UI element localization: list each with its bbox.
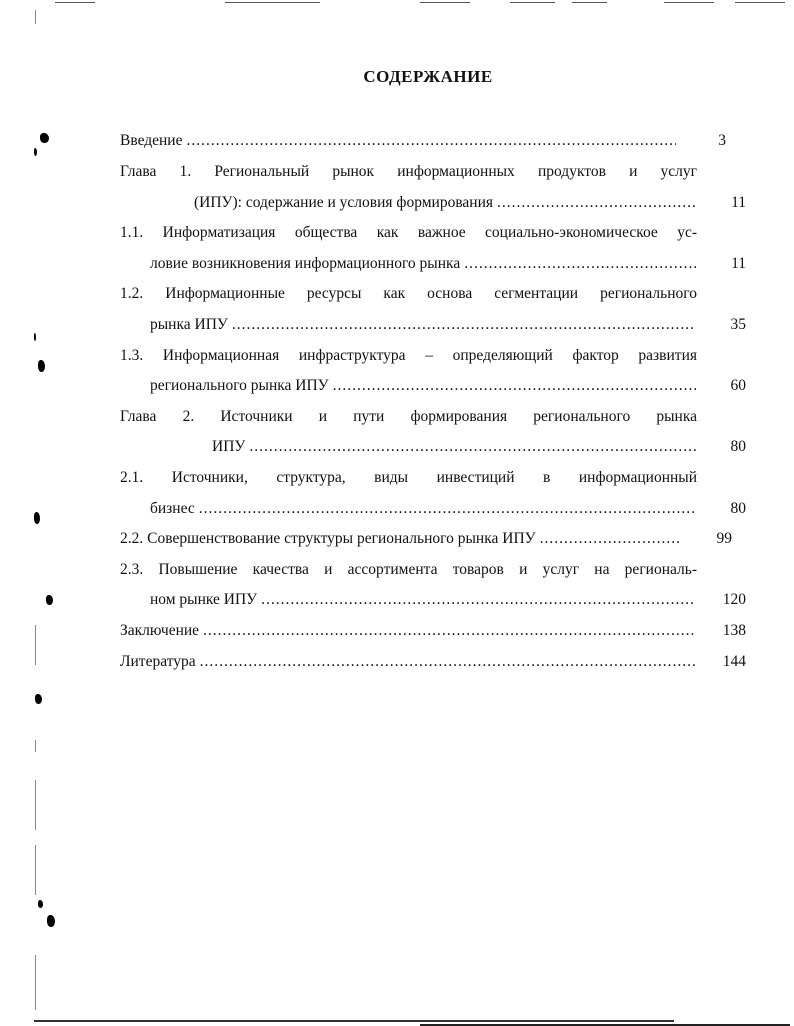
dot-leader [464,249,696,280]
toc-entry-chapter-1 [120,157,746,218]
scan-artifact-line [735,2,785,3]
toc-entry-line: регионального рынка ИПУ [150,377,329,395]
page-title: СОДЕРЖАНИЕ [363,67,493,86]
toc-entry-bibliography [120,647,746,678]
toc-entry-line: 2.1. Источники, структура, виды инвестиций в информационный [120,468,697,486]
dot-leader [199,494,696,525]
dot-leader [249,432,696,463]
ink-speck [46,595,53,605]
table-of-contents [120,126,746,677]
page-number: 11 [731,193,746,211]
page-number: 11 [731,254,746,272]
toc-entry-line: 2.3. Повышение качества и ассортимента товаров и услуг на региональ- [120,560,697,578]
scan-artifact-line [34,1020,674,1022]
dot-leader [232,310,696,341]
toc-entry-section-2-2 [120,524,746,555]
margin-mark [35,780,36,830]
ink-speck [38,900,43,908]
margin-mark [35,955,36,1010]
page-number: 80 [730,438,746,456]
toc-entry-line: 1.3. Информационная инфраструктура – определяющий фактор развития [120,346,697,364]
margin-mark [35,625,36,665]
toc-entry-line: ном рынке ИПУ [150,591,258,609]
page-number: 120 [722,591,746,609]
ink-speck [34,512,40,524]
toc-row [120,647,746,678]
dot-leader [203,616,696,647]
page-number: 3 [718,132,726,149]
ink-speck [34,148,37,156]
toc-entry-chapter-2 [120,402,746,463]
toc-row [120,524,746,555]
page-number: 80 [730,499,746,517]
page-number: 99 [716,530,732,548]
toc-entry-line: 1.1. Информатизация общества как важное социально-экономическое ус- [120,224,697,242]
margin-mark [35,845,36,895]
ink-speck [38,360,45,372]
toc-row [120,188,746,219]
toc-row [120,310,746,341]
toc-entry-label: Введение [120,132,183,149]
dot-leader [333,371,696,402]
scan-artifact-line [664,2,714,3]
toc-entry-line: Глава 1. Региональный рынок информационных продуктов и услуг [120,163,697,180]
ink-speck [34,333,36,341]
toc-entry-line: Глава 2. Источники и пути формирования регионального рынка [120,407,697,425]
toc-entry-conclusion [120,616,746,647]
toc-row [120,371,746,402]
page-number: 35 [730,315,746,333]
toc-entry-section-1-1 [120,218,746,279]
toc-entry-section-1-3 [120,341,746,402]
ink-speck [40,133,49,143]
toc-entry-section-2-1 [120,463,746,524]
toc-entry-section-1-2 [120,279,746,340]
toc-row [120,585,746,616]
toc-entry-label: Заключение [120,621,200,639]
dot-leader [200,647,696,678]
toc-row [120,616,746,647]
page-number: 144 [722,652,746,670]
scan-artifact-line [572,2,607,3]
toc-entry-line: бизнес [150,499,195,517]
toc-entry-label: Литература [120,652,196,670]
toc-row [120,494,746,525]
toc-entry-line: 1.2. Информационные ресурсы как основа сегментации регионального [120,285,697,303]
page-number: 60 [730,377,746,395]
page-number: 138 [722,621,746,639]
toc-row [120,126,746,157]
ink-speck [35,694,42,704]
toc-entry-line: ИПУ [212,438,246,456]
scan-artifact-line [510,2,555,3]
dot-leader [497,188,696,219]
margin-mark [35,10,36,24]
toc-entry-introduction [120,126,746,157]
toc-entry-label: 2.2. Совершенствование структуры регионального рынка ИПУ [120,530,536,548]
scan-artifact-line [420,2,470,3]
dot-leader [186,126,676,157]
toc-entry-section-2-3 [120,555,746,616]
toc-row [120,432,746,463]
scan-artifact-line [225,2,320,3]
scan-artifact-line [55,2,95,3]
toc-row [120,249,746,280]
toc-entry-line: (ИПУ): содержание и условия формирования [194,193,494,211]
toc-entry-line: ловие возникновения информационного рынка [150,254,461,272]
dot-leader [261,585,696,616]
margin-mark [35,740,36,752]
ink-speck [47,915,55,927]
dot-leader [540,524,682,555]
toc-entry-line: рынка ИПУ [150,315,228,333]
